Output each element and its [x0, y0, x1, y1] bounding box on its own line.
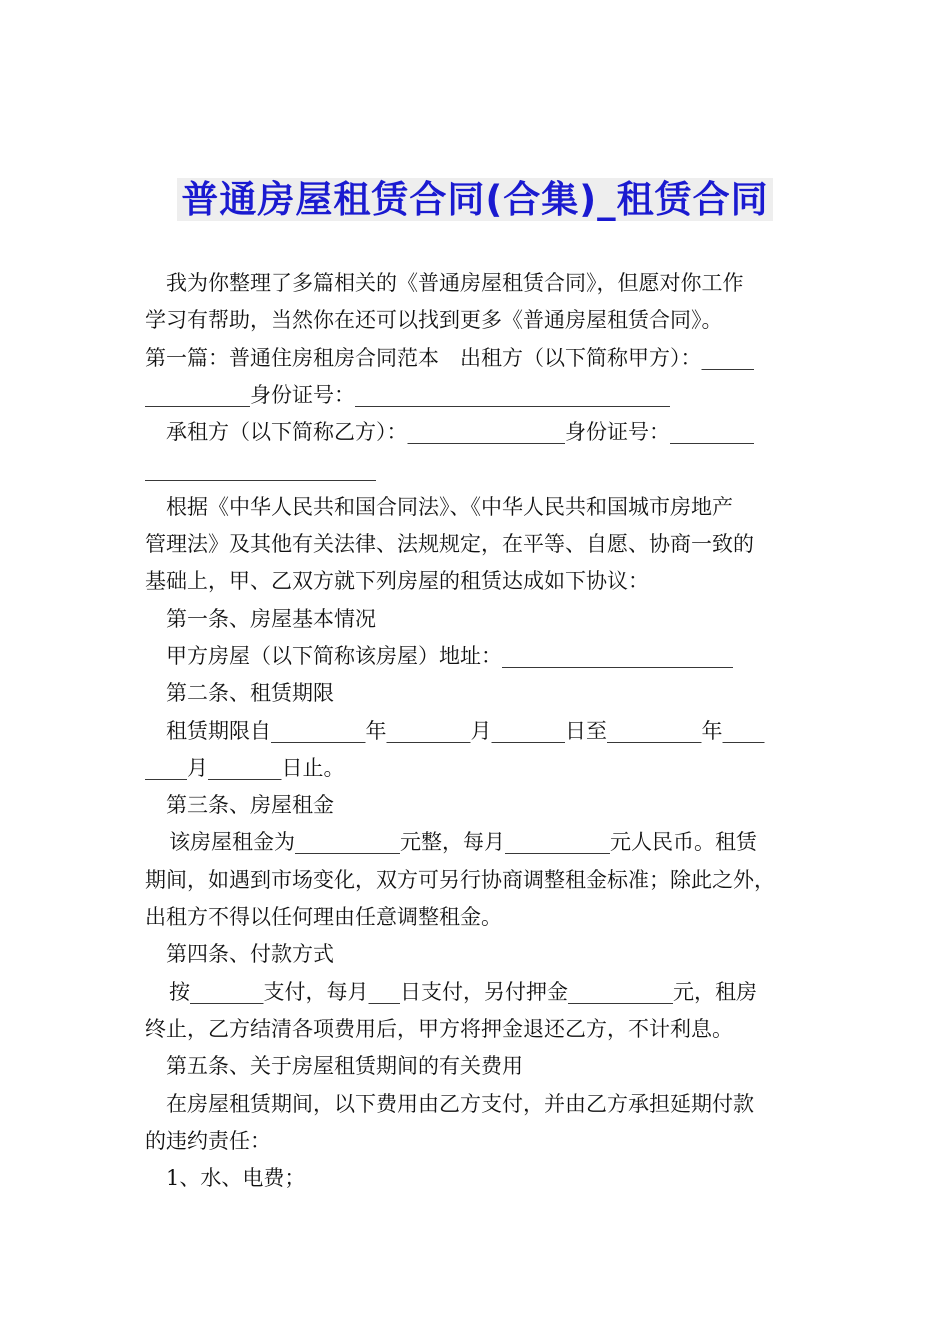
- paragraph-line: 该房屋租金为__________元整，每月__________元人民币。租赁: [169, 830, 757, 855]
- section-heading: 第四条、付款方式: [166, 942, 334, 967]
- paragraph-line: 期间，如遇到市场变化，双方可另行协商调整租金标准；除此之外，: [145, 867, 775, 892]
- section-heading: 第三条、房屋租金: [166, 793, 334, 818]
- paragraph-line: 承租方（以下简称乙方）：_______________身份证号：________: [166, 420, 754, 445]
- paragraph-line: 根据《中华人民共和国合同法》、《中华人民共和国城市房地产: [166, 494, 733, 519]
- document-title-text: 普通房屋租赁合同(合集)_租赁合同: [177, 178, 772, 221]
- paragraph-line: ______________________: [145, 457, 376, 482]
- section-heading: 第一条、房屋基本情况: [166, 606, 376, 631]
- paragraph-line: 学习有帮助，当然你在还可以找到更多《普通房屋租赁合同》。: [145, 308, 723, 333]
- section-heading: 第二条、租赁期限: [166, 681, 334, 706]
- paragraph-line: 我为你整理了多篇相关的《普通房屋租赁合同》，但愿对你工作: [166, 271, 744, 295]
- paragraph-line: 甲方房屋（以下简称该房屋）地址：______________________: [166, 643, 733, 668]
- paragraph-line: 租赁期限自_________年________月_______日至_________年____: [166, 718, 765, 743]
- paragraph-line: 终止，乙方结清各项费用后，甲方将押金退还乙方，不计利息。: [145, 1016, 733, 1041]
- paragraph-line: 的违约责任：: [145, 1128, 271, 1153]
- list-item: 1、水、电费；: [166, 1166, 306, 1191]
- paragraph-line: 在房屋租赁期间，以下费用由乙方支付，并由乙方承担延期付款: [166, 1091, 754, 1116]
- document-title: [0, 172, 950, 228]
- document-body: [145, 265, 810, 1197]
- paragraph-line: 按_______支付，每月___日支付，另付押金__________元，租房: [169, 979, 757, 1004]
- paragraph-line: ____月_______日止。: [145, 755, 345, 780]
- section-heading: 第五条、关于房屋租赁期间的有关费用: [166, 1054, 523, 1079]
- paragraph-line: 出租方不得以任何理由任意调整租金。: [145, 905, 502, 930]
- paragraph-line: 第一篇：普通住房租房合同范本 出租方（以下简称甲方）：_____: [145, 345, 754, 370]
- paragraph-line: 基础上，甲、乙双方就下列房屋的租赁达成如下协议：: [145, 569, 649, 594]
- paragraph-line: __________身份证号：______________________________: [145, 382, 670, 407]
- paragraph-line: 管理法》及其他有关法律、法规规定，在平等、自愿、协商一致的: [145, 532, 754, 557]
